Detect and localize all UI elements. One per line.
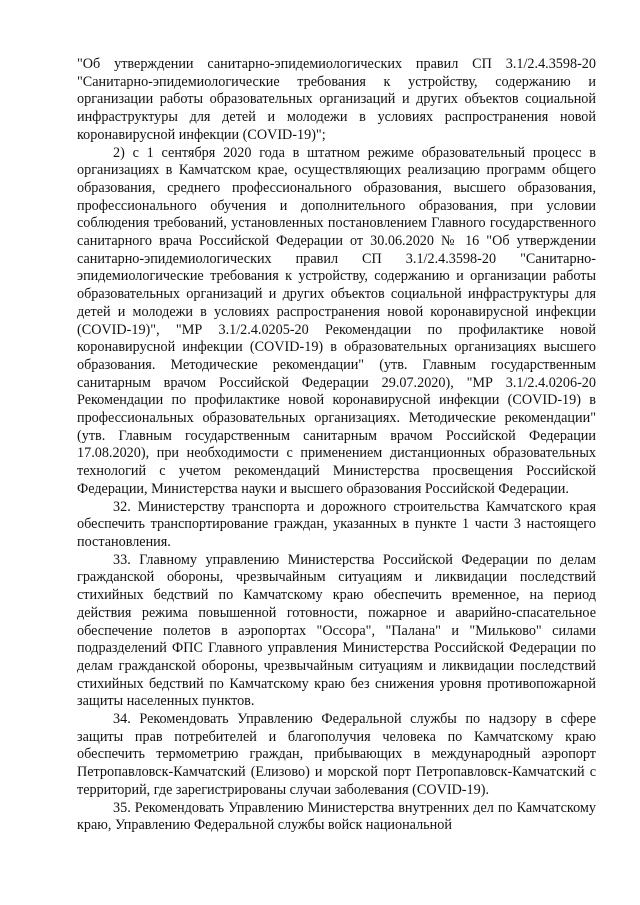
paragraph-subpoint-2: 2) с 1 сентября 2020 года в штатном режиме образовательный процесс в организациях в Камчатском крае, осуществляющих реализацию программ общего образования, среднего профессионального образования, высшего образования, профессионального обучения и дополнительного образования, при условии соблюдения требований, установленных постановлением Главного государственного санитарного врача Российской Федерации от 30.06.2020 № 16 "Об утверждении санитарно-эпидемиологических правил СП 3.1/2.4.3598-20 "Санитарно-эпидемиологические требования к устройству, содержанию и организации работы образовательных организаций и других объектов социальной инфраструктуры для детей и молодежи в условиях распространения новой коронавирусной инфекции (COVID-19)", "МР 3.1/2.4.0205-20 Рекомендации по профилактике новой коронавирусной инфекции (COVID-19) в образовательных организациях высшего образования. Методические рекомендации" (утв. Главным государственным санитарным врачом Российской Федерации 29.07.2020), "МР 3.1/2.4.0206-20 Рекомендации по профилактике новой коронавирусной инфекции (COVID-19) в профессиональных образовательных организациях. Методические рекомендации" (утв. Главным государственным санитарным врачом Российской Федерации 17.08.2020), при необходимости с применением дистанционных образовательных технологий с учетом рекомендаций Министерства просвещения Российской Федерации, Министерства науки и высшего образования Российской Федерации.	[77, 144, 596, 497]
paragraph-continuation: "Об утверждении санитарно-эпидемиологических правил СП 3.1/2.4.3598-20 "Санитарно-эпидемиологические требования к устройству, содержанию и организации работы образовательных организаций и других объектов социальной инфраструктуры для детей и молодежи в условиях распространения новой коронавирусной инфекции (COVID-19)";	[77, 56, 596, 143]
paragraph-item-33: 33. Главному управлению Министерства Российской Федерации по делам гражданской обороны, чрезвычайным ситуациям и ликвидации последствий стихийных бедствий по Камчатскому краю обеспечить временное, на период действия режима повышенной готовности, пожарное и аварийно-спасательное обеспечение полетов в аэропортах "Оссора", "Палана" и "Мильково" силами подразделений ФПС Главного управления Министерства Российской Федерации по делам гражданской обороны, чрезвычайным ситуациям и ликвидации последствий стихийных бедствий по Камчатскому краю без снижения уровня противопожарной защиты населенных пунктов.	[77, 551, 596, 710]
paragraph-item-34: 34. Рекомендовать Управлению Федеральной службы по надзору в сфере защиты прав потребителей и благополучия человека по Камчатскому краю обеспечить термометрию граждан, прибывающих в международный аэропорт Петропавловск-Камчатский (Елизово) и морской порт Петропавловск-Камчатский с территорий, где зарегистрированы случаи заболевания (COVID-19).	[77, 711, 596, 798]
paragraph-item-32: 32. Министерству транспорта и дорожного строительства Камчатского края обеспечить транспортирование граждан, указанных в пункте 1 части 3 настоящего постановления.	[77, 498, 596, 550]
document-page	[77, 56, 596, 835]
paragraph-item-35: 35. Рекомендовать Управлению Министерства внутренних дел по Камчатскому краю, Управлению Федеральной службы войск национальной	[77, 799, 596, 834]
